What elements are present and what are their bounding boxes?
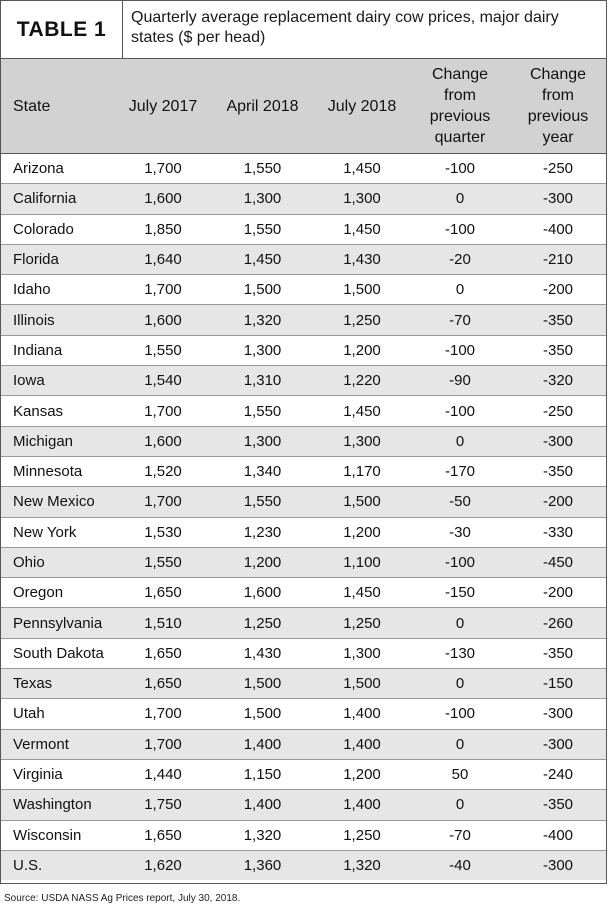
- july-2017-cell: 1,600: [115, 184, 211, 214]
- state-cell: Florida: [1, 244, 115, 274]
- state-cell: Utah: [1, 699, 115, 729]
- april-2018-cell: 1,250: [211, 608, 314, 638]
- table-row: [1, 729, 606, 759]
- july-2017-cell: 1,650: [115, 578, 211, 608]
- table-row: [1, 244, 606, 274]
- table-row: [1, 669, 606, 699]
- july-2017-cell: 1,700: [115, 699, 211, 729]
- july-2018-cell: 1,200: [314, 759, 410, 789]
- july-2017-cell: 1,650: [115, 820, 211, 850]
- july-2018-cell: 1,300: [314, 426, 410, 456]
- state-cell: U.S.: [1, 850, 115, 880]
- state-cell: Washington: [1, 790, 115, 820]
- july-2017-cell: 1,650: [115, 638, 211, 668]
- table-row: [1, 366, 606, 396]
- july-2017-cell: 1,700: [115, 487, 211, 517]
- july-2018-cell: 1,250: [314, 820, 410, 850]
- july-2018-cell: 1,500: [314, 487, 410, 517]
- table-row: [1, 759, 606, 789]
- april-2018-cell: 1,150: [211, 759, 314, 789]
- change-year-cell: -400: [510, 820, 606, 850]
- state-cell: Colorado: [1, 214, 115, 244]
- july-2018-cell: 1,220: [314, 366, 410, 396]
- state-cell: Minnesota: [1, 456, 115, 486]
- july-2018-cell: 1,200: [314, 517, 410, 547]
- change-year-cell: -320: [510, 366, 606, 396]
- april-2018-cell: 1,320: [211, 820, 314, 850]
- change-quarter-cell: 0: [410, 669, 510, 699]
- table-row: [1, 638, 606, 668]
- july-2017-cell: 1,850: [115, 214, 211, 244]
- july-2018-cell: 1,200: [314, 335, 410, 365]
- july-2018-cell: 1,100: [314, 547, 410, 577]
- change-quarter-cell: -30: [410, 517, 510, 547]
- change-quarter-cell: 0: [410, 608, 510, 638]
- state-cell: Iowa: [1, 366, 115, 396]
- table-row: [1, 850, 606, 880]
- state-cell: Indiana: [1, 335, 115, 365]
- table-row: [1, 154, 606, 184]
- table-row: [1, 305, 606, 335]
- change-year-cell: -150: [510, 669, 606, 699]
- state-cell: California: [1, 184, 115, 214]
- state-cell: Virginia: [1, 759, 115, 789]
- table-row: [1, 608, 606, 638]
- april-2018-cell: 1,400: [211, 729, 314, 759]
- change-quarter-cell: 0: [410, 275, 510, 305]
- table-body-wrapper: [1, 58, 606, 880]
- state-cell: Wisconsin: [1, 820, 115, 850]
- state-cell: Illinois: [1, 305, 115, 335]
- april-2018-cell: 1,500: [211, 275, 314, 305]
- change-quarter-cell: -70: [410, 820, 510, 850]
- table-row: [1, 699, 606, 729]
- state-cell: Idaho: [1, 275, 115, 305]
- april-2018-cell: 1,360: [211, 850, 314, 880]
- change-year-cell: -330: [510, 517, 606, 547]
- july-2018-cell: 1,500: [314, 669, 410, 699]
- july-2018-cell: 1,500: [314, 275, 410, 305]
- table-row: [1, 184, 606, 214]
- july-2017-cell: 1,550: [115, 335, 211, 365]
- april-2018-cell: 1,230: [211, 517, 314, 547]
- april-2018-cell: 1,500: [211, 669, 314, 699]
- april-2018-cell: 1,550: [211, 214, 314, 244]
- column-header-change-year: [510, 59, 606, 154]
- state-cell: Michigan: [1, 426, 115, 456]
- change-year-cell: -300: [510, 729, 606, 759]
- change-quarter-cell: -100: [410, 335, 510, 365]
- july-2017-cell: 1,440: [115, 759, 211, 789]
- table-row: [1, 790, 606, 820]
- change-quarter-cell: -100: [410, 154, 510, 184]
- april-2018-cell: 1,500: [211, 699, 314, 729]
- july-2017-cell: 1,650: [115, 669, 211, 699]
- change-year-cell: -260: [510, 608, 606, 638]
- july-2017-cell: 1,700: [115, 729, 211, 759]
- source-note: Source: USDA NASS Ag Prices report, July 30, 2018.: [4, 893, 241, 904]
- table-header: [1, 1, 606, 58]
- april-2018-cell: 1,300: [211, 426, 314, 456]
- april-2018-cell: 1,550: [211, 396, 314, 426]
- july-2017-cell: 1,530: [115, 517, 211, 547]
- april-2018-cell: 1,340: [211, 456, 314, 486]
- july-2017-cell: 1,640: [115, 244, 211, 274]
- april-2018-cell: 1,600: [211, 578, 314, 608]
- change-year-cell: -250: [510, 396, 606, 426]
- change-quarter-cell: -50: [410, 487, 510, 517]
- change-year-cell: -200: [510, 578, 606, 608]
- change-quarter-cell: -100: [410, 214, 510, 244]
- column-header-april-2018: April 2018: [211, 59, 314, 154]
- table-row: [1, 487, 606, 517]
- column-header-change-quarter-label: Change from previous quarter: [429, 66, 491, 146]
- change-year-cell: -200: [510, 275, 606, 305]
- change-year-cell: -400: [510, 214, 606, 244]
- change-year-cell: -300: [510, 699, 606, 729]
- change-quarter-cell: -150: [410, 578, 510, 608]
- change-quarter-cell: -100: [410, 699, 510, 729]
- state-cell: Ohio: [1, 547, 115, 577]
- table-row: [1, 578, 606, 608]
- july-2018-cell: 1,450: [314, 154, 410, 184]
- april-2018-cell: 1,550: [211, 487, 314, 517]
- change-quarter-cell: 0: [410, 426, 510, 456]
- change-quarter-cell: -130: [410, 638, 510, 668]
- july-2017-cell: 1,700: [115, 275, 211, 305]
- state-cell: Vermont: [1, 729, 115, 759]
- change-quarter-cell: -170: [410, 456, 510, 486]
- change-quarter-cell: 50: [410, 759, 510, 789]
- april-2018-cell: 1,200: [211, 547, 314, 577]
- july-2018-cell: 1,450: [314, 214, 410, 244]
- change-year-cell: -350: [510, 638, 606, 668]
- july-2017-cell: 1,600: [115, 426, 211, 456]
- state-cell: Pennsylvania: [1, 608, 115, 638]
- change-quarter-cell: 0: [410, 790, 510, 820]
- change-year-cell: -240: [510, 759, 606, 789]
- table-label: TABLE 1: [1, 1, 123, 58]
- change-year-cell: -300: [510, 850, 606, 880]
- july-2018-cell: 1,450: [314, 578, 410, 608]
- table-row: [1, 517, 606, 547]
- column-header-state: State: [1, 59, 115, 154]
- april-2018-cell: 1,400: [211, 790, 314, 820]
- change-year-cell: -350: [510, 456, 606, 486]
- column-header-change-quarter: [410, 59, 510, 154]
- table-row: [1, 426, 606, 456]
- july-2017-cell: 1,750: [115, 790, 211, 820]
- july-2018-cell: 1,450: [314, 396, 410, 426]
- table-row: [1, 547, 606, 577]
- change-quarter-cell: 0: [410, 184, 510, 214]
- change-quarter-cell: -40: [410, 850, 510, 880]
- change-year-cell: -350: [510, 305, 606, 335]
- table-row: [1, 275, 606, 305]
- prices-table: [1, 58, 606, 880]
- july-2017-cell: 1,620: [115, 850, 211, 880]
- april-2018-cell: 1,430: [211, 638, 314, 668]
- change-quarter-cell: -100: [410, 547, 510, 577]
- april-2018-cell: 1,300: [211, 335, 314, 365]
- april-2018-cell: 1,300: [211, 184, 314, 214]
- july-2017-cell: 1,700: [115, 154, 211, 184]
- header-row: [1, 59, 606, 154]
- change-year-cell: -300: [510, 426, 606, 456]
- july-2018-cell: 1,250: [314, 305, 410, 335]
- table-row: [1, 456, 606, 486]
- change-quarter-cell: -90: [410, 366, 510, 396]
- april-2018-cell: 1,450: [211, 244, 314, 274]
- july-2018-cell: 1,400: [314, 790, 410, 820]
- july-2018-cell: 1,400: [314, 729, 410, 759]
- state-cell: Texas: [1, 669, 115, 699]
- change-quarter-cell: 0: [410, 729, 510, 759]
- table-row: [1, 820, 606, 850]
- state-cell: Arizona: [1, 154, 115, 184]
- april-2018-cell: 1,550: [211, 154, 314, 184]
- july-2017-cell: 1,700: [115, 396, 211, 426]
- table-row: [1, 214, 606, 244]
- state-cell: Kansas: [1, 396, 115, 426]
- july-2017-cell: 1,550: [115, 547, 211, 577]
- july-2018-cell: 1,430: [314, 244, 410, 274]
- july-2018-cell: 1,320: [314, 850, 410, 880]
- table-row: [1, 335, 606, 365]
- table-row: [1, 396, 606, 426]
- april-2018-cell: 1,310: [211, 366, 314, 396]
- change-year-cell: -350: [510, 335, 606, 365]
- state-cell: South Dakota: [1, 638, 115, 668]
- july-2018-cell: 1,250: [314, 608, 410, 638]
- july-2018-cell: 1,300: [314, 638, 410, 668]
- july-2018-cell: 1,300: [314, 184, 410, 214]
- change-year-cell: -300: [510, 184, 606, 214]
- july-2017-cell: 1,600: [115, 305, 211, 335]
- state-cell: Oregon: [1, 578, 115, 608]
- change-year-cell: -200: [510, 487, 606, 517]
- table-rows: [1, 154, 606, 881]
- change-year-cell: -210: [510, 244, 606, 274]
- change-year-cell: -450: [510, 547, 606, 577]
- change-year-cell: -350: [510, 790, 606, 820]
- column-header-july-2018: July 2018: [314, 59, 410, 154]
- change-year-cell: -250: [510, 154, 606, 184]
- april-2018-cell: 1,320: [211, 305, 314, 335]
- state-cell: New York: [1, 517, 115, 547]
- july-2018-cell: 1,170: [314, 456, 410, 486]
- july-2017-cell: 1,510: [115, 608, 211, 638]
- july-2017-cell: 1,520: [115, 456, 211, 486]
- column-header-change-year-label: Change from previous year: [527, 66, 589, 146]
- state-cell: New Mexico: [1, 487, 115, 517]
- table-title: Quarterly average replacement dairy cow prices, major dairy states ($ per head): [131, 9, 559, 46]
- change-quarter-cell: -70: [410, 305, 510, 335]
- july-2017-cell: 1,540: [115, 366, 211, 396]
- column-header-july-2017: July 2017: [115, 59, 211, 154]
- july-2018-cell: 1,400: [314, 699, 410, 729]
- change-quarter-cell: -100: [410, 396, 510, 426]
- change-quarter-cell: -20: [410, 244, 510, 274]
